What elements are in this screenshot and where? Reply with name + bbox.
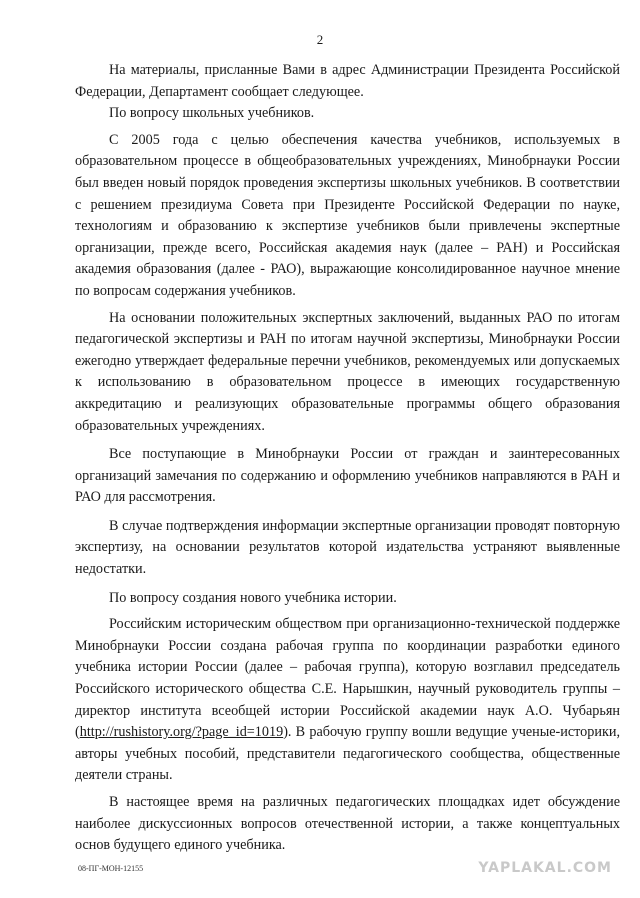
document-code: 08-ПГ-МОН-12155 <box>78 864 144 873</box>
paragraph-discussion: В настоящее время на различных педагогических площадках идет обсуждение наиболее дискуссионных вопросов отечественной истории, а также концептуальных основ будущего единого учебника. <box>75 794 620 854</box>
paragraph-re-expertise: В случае подтверждения информации экспертные организации проводят повторную экспертизу, на основании результатов которой издательства устраняют выявленные недостатки. <box>75 517 620 578</box>
letter-body <box>75 60 620 857</box>
paragraph-history-textbook-heading: По вопросу создания нового учебника истории. <box>109 589 397 606</box>
paragraph-remarks: Все поступающие в Минобрнауки России от граждан и заинтересованных организаций замечания по содержанию и оформлению учебников направляются в РАН и РАО для рассмотрения. <box>75 446 620 506</box>
paragraph-federal-lists: На основании положительных экспертных заключений, выданных РАО по итогам педагогической экспертизы и РАН по итогам научной экспертизы, Минобрнауки России ежегодно утверждает федеральные перечни учебников, рекомендуемых или допускаемых к использованию в образовательном процессе в имеющих государственную аккредитацию и реализующих образовательные программы общего образования образовательных учреждениях. <box>75 309 620 434</box>
paragraph-school-textbooks-heading: По вопросу школьных учебников. <box>109 105 315 122</box>
paragraph-expertise-procedure: С 2005 года с целью обеспечения качества учебников, используемых в образовательном процессе в общеобразовательных учреждениях, Минобрнауки России был введен новый порядок проведения экспертизы школьных учебников. В соответствии с решением президиума Совета при Президенте Российской Федерации по науке, технологиям и образованию к экспертизе учебников были привлечены экспертные организации, прежде всего, Российская академия наук (далее – РАН) и Российская академия образования (далее - РАО), выражающие консолидированное научное мнение по вопросам содержания учебников. <box>75 131 620 299</box>
paragraph-working-group <box>75 614 620 787</box>
site-watermark: YAPLAKAL.COM <box>478 860 612 876</box>
working-group-text-start: Российским историческим обществом при организационно-технической поддержке Минобрнауки России создана рабочая группа по координации разработки единого учебника истории России (далее – рабочая группа), которую возглавил председатель Российского исторического общества С.Е. Нарышкин, научный руководитель группы – директор института всеобщей истории Российской академии наук А.О. Чубарьян ( <box>75 616 620 741</box>
page-number: 2 <box>316 32 324 47</box>
rushistory-link[interactable]: http://rushistory.org/?page_id=1019 <box>79 724 284 741</box>
paragraph-intro: На материалы, присланные Вами в адрес Администрации Президента Российской Федерации, Департамент сообщает следующее. <box>75 62 620 100</box>
working-group-text-end: ). В рабочую группу вошли ведущие ученые-историки, авторы учебных пособий, представители педагогического сообщества, общественные деятели страны. <box>75 724 620 784</box>
